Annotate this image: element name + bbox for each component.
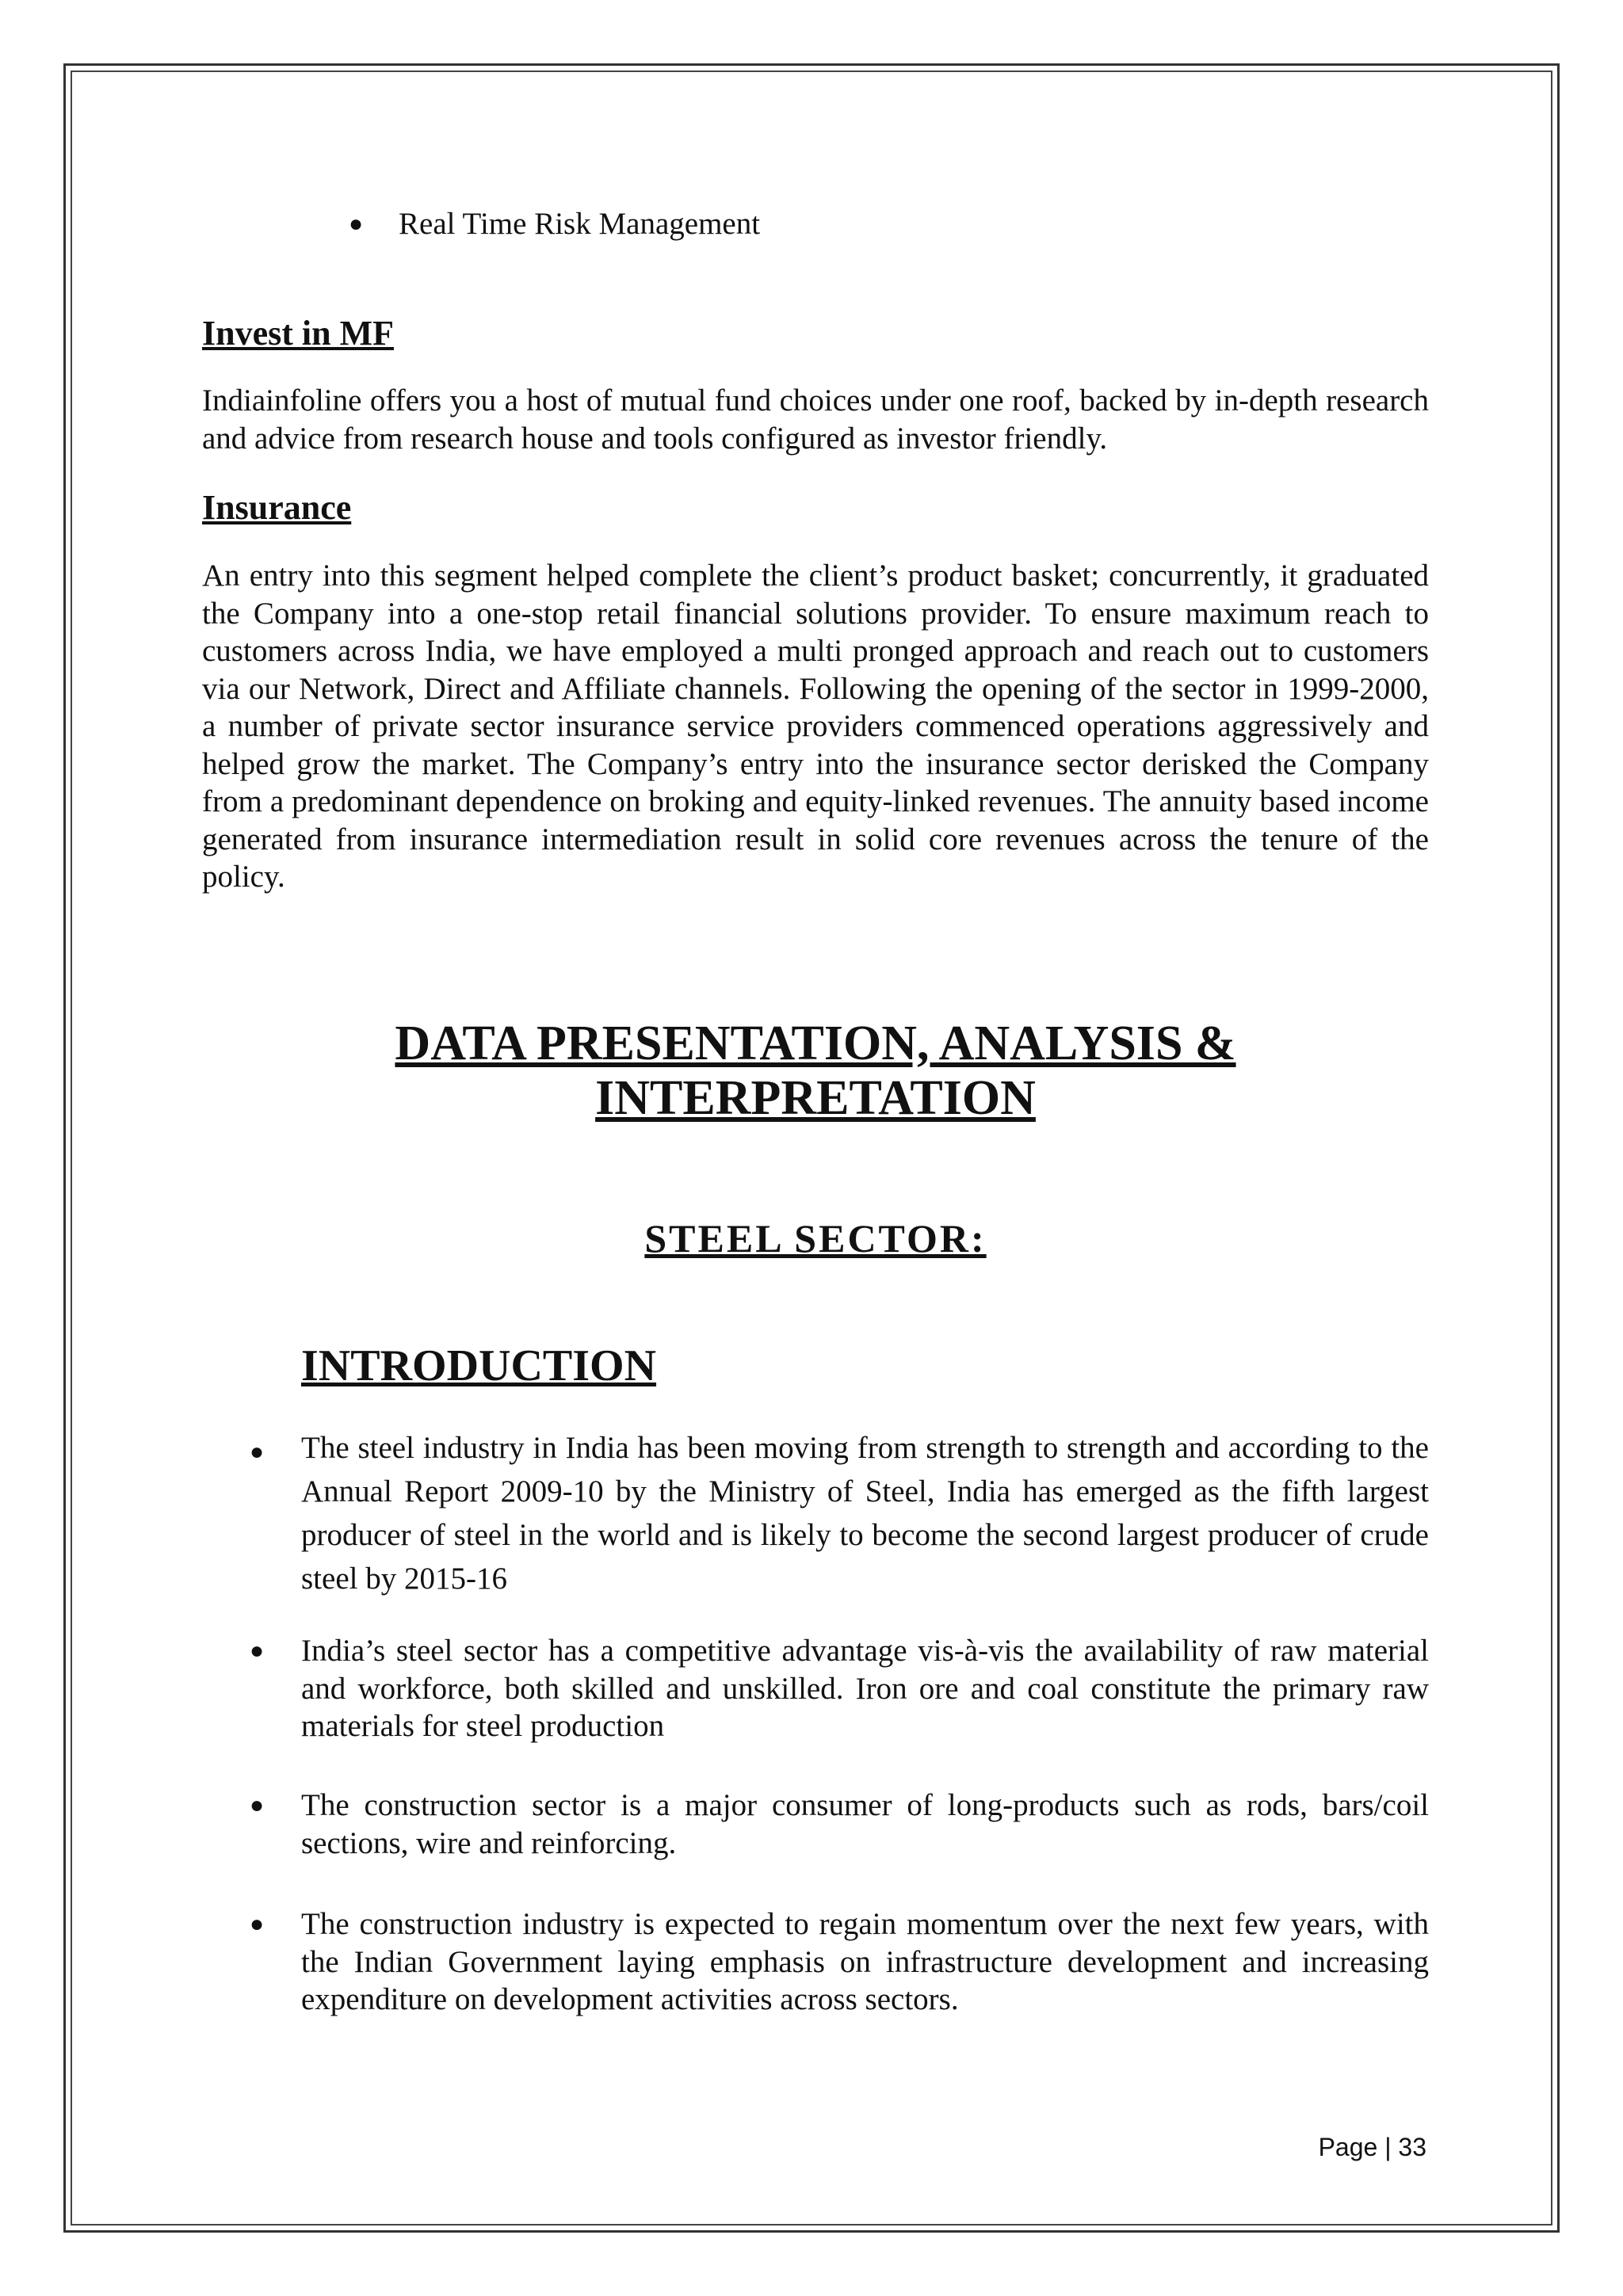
list-item: The steel industry in India has been moving from strength to strength and according to the Annual Report 2009-10 by the Ministry of Steel, India has emerged as the fifth largest producer of steel in the world and is likely to become the second largest producer of crude steel by 2015-16 [301, 1431, 1429, 1596]
insurance-heading: Insurance [202, 488, 352, 527]
top-bullet-text: Real Time Risk Management [399, 207, 761, 241]
invest-mf-heading: Invest in MF [202, 314, 394, 353]
list-item: India’s steel sector has a competitive advantage vis-à-vis the availability of raw material and workforce, both skilled and unskilled. Iron ore and coal constitute the primary raw materials for steel production [301, 1634, 1429, 1743]
list-item: The construction sector is a major consumer of long-products such as rods, bars/coil sections, wire and reinforcing. [301, 1788, 1429, 1860]
introduction-heading: INTRODUCTION [301, 1341, 657, 1390]
main-title-line1: DATA PRESENTATION, ANALYSIS & [395, 1016, 1236, 1070]
bullet-icon: ● [250, 1439, 265, 1465]
page-number: Page | 33 [1318, 2133, 1426, 2161]
steel-sector-title: STEEL SECTOR: [644, 1216, 987, 1261]
bullet-icon: ● [250, 1638, 265, 1664]
bullet-icon: ● [250, 1792, 265, 1818]
bullet-icon: ● [250, 1911, 265, 1937]
bullet-icon: ● [349, 211, 364, 237]
insurance-paragraph: An entry into this segment helped complete the client’s product basket; concurrently, it graduated the Company into a one-stop retail financial solutions provider. To ensure maximum reach to customers across India, we have employed a multi pronged approach and reach out to customers via our Network, Direct and Affiliate channels. Following the opening of the sector in 1999-2000, a number of private sector insurance service providers commenced operations aggressively and helped grow the market. The Company’s entry into the insurance sector derisked the Company from a predominant dependence on broking and equity-linked revenues. The annuity based income generated from insurance intermediation result in solid core revenues across the tenure of the policy. [202, 559, 1429, 894]
list-item: The construction industry is expected to regain momentum over the next few years, with the Indian Government laying emphasis on infrastructure development and increasing expenditure on development activities across sectors. [301, 1907, 1429, 2016]
main-title-line2: INTERPRETATION [595, 1071, 1036, 1125]
invest-mf-paragraph: Indiainfoline offers you a host of mutual fund choices under one roof, backed by in-depth research and advice from research house and tools configured as investor friendly. [202, 383, 1429, 456]
